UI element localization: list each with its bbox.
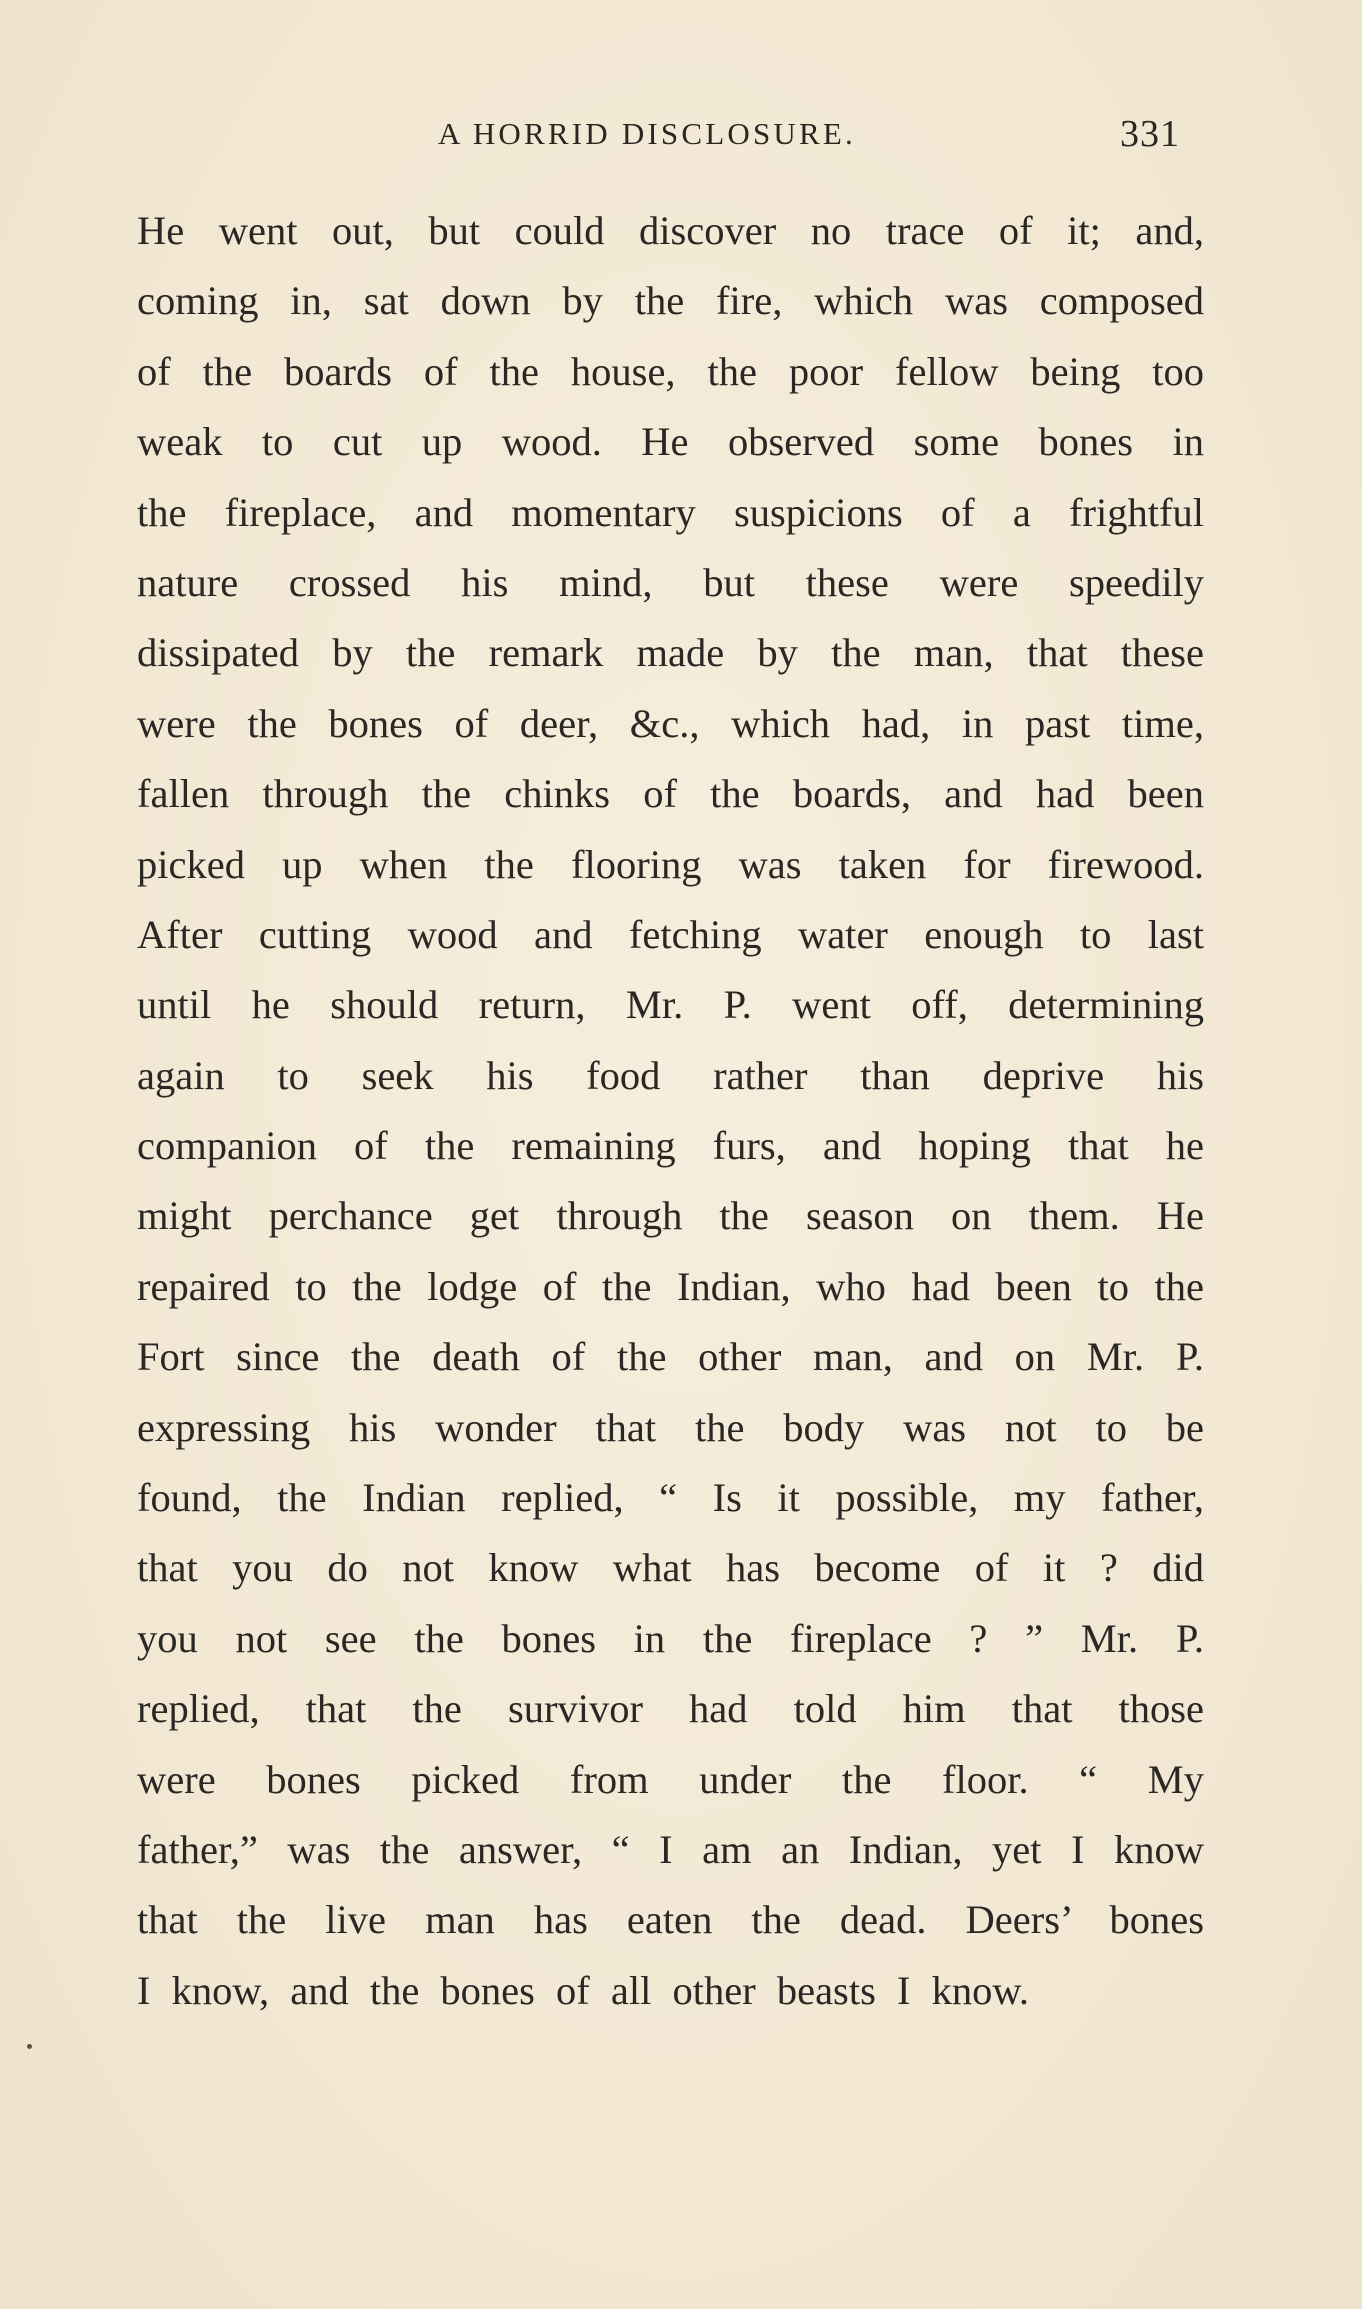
- text-line: the fireplace, and momentary suspicions of a frightful: [137, 489, 1204, 535]
- paper-speck: [27, 2044, 32, 2049]
- text-line: repaired to the lodge of the Indian, who had been to the: [137, 1263, 1204, 1309]
- text-line: Fort since the death of the other man, and on Mr. P.: [137, 1334, 1204, 1380]
- running-head-title: A HORRID DISCLOSURE.: [438, 116, 856, 151]
- text-line: After cutting wood and fetching water enough to last: [137, 911, 1204, 957]
- text-line: were bones picked from under the floor. “ My: [137, 1756, 1204, 1802]
- text-line: expressing his wonder that the body was not to be: [137, 1404, 1204, 1450]
- text-line: companion of the remaining furs, and hoping that he: [137, 1123, 1204, 1169]
- text-line: until he should return, Mr. P. went off, determining: [137, 982, 1204, 1028]
- text-line: you not see the bones in the fireplace ? ” Mr. P.: [137, 1615, 1204, 1661]
- text-line: were the bones of deer, &c., which had, in past time,: [137, 700, 1204, 746]
- text-line: picked up when the flooring was taken for firewood.: [137, 841, 1204, 887]
- text-line: that you do not know what has become of it ? did: [137, 1545, 1204, 1591]
- text-line: might perchance get through the season on them. He: [137, 1193, 1204, 1239]
- text-line: He went out, but could discover no trace of it; and,: [137, 208, 1204, 253]
- text-line-last: I know, and the bones of all other beasts I know.: [137, 1967, 1030, 2013]
- text-line: of the boards of the house, the poor fellow being too: [137, 348, 1204, 394]
- text-line: replied, that the survivor had told him that those: [137, 1686, 1204, 1732]
- text-line: that the live man has eaten the dead. Deers’ bones: [137, 1897, 1204, 1943]
- text-line: dissipated by the remark made by the man, that these: [137, 630, 1204, 676]
- text-line: coming in, sat down by the fire, which was composed: [137, 278, 1204, 324]
- text-line: nature crossed his mind, but these were speedily: [137, 559, 1204, 605]
- text-line: father,” was the answer, “ I am an Indian, yet I know: [137, 1826, 1204, 1872]
- page-number: 331: [1120, 113, 1180, 155]
- running-head: [0, 112, 1362, 162]
- body-text: [137, 196, 1204, 2026]
- text-line: weak to cut up wood. He observed some bones in: [137, 419, 1204, 465]
- text-line: fallen through the chinks of the boards, and had been: [137, 771, 1204, 817]
- text-line: again to seek his food rather than deprive his: [137, 1052, 1204, 1098]
- text-line: found, the Indian replied, “ Is it possible, my father,: [137, 1475, 1204, 1521]
